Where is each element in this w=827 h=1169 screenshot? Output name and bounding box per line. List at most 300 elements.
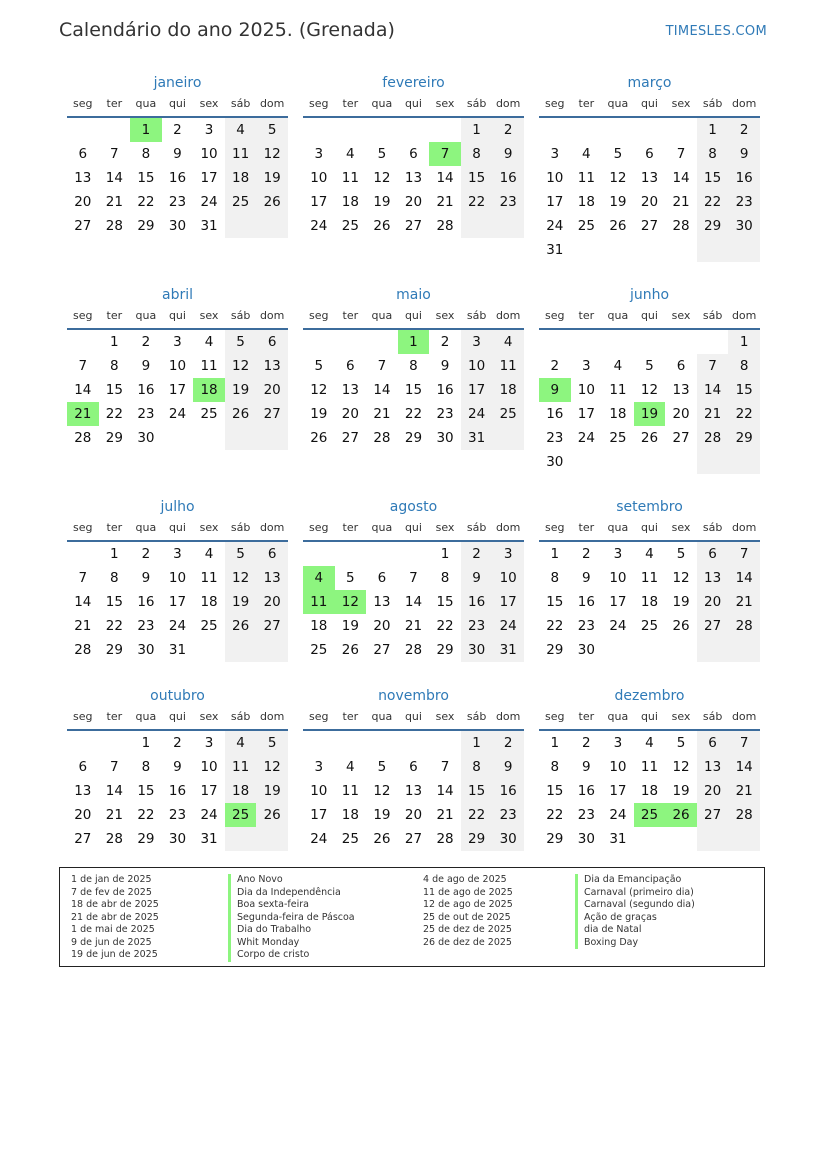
day-cell: 13 <box>341 382 359 398</box>
day-cell: 16 <box>492 779 524 803</box>
day-cell: 28 <box>697 426 729 450</box>
day-cell: 10 <box>461 354 493 378</box>
day-cell: 12 <box>256 142 288 166</box>
day-cell: 16 <box>461 590 493 614</box>
day-cell: 29 <box>697 214 729 238</box>
day-cell: 13 <box>404 783 423 799</box>
week-row <box>67 755 288 779</box>
day-cell: 9 <box>582 570 591 586</box>
day-cell: 1 <box>440 546 450 562</box>
weekday-label: ter <box>578 710 595 723</box>
week-row <box>303 118 524 142</box>
holiday-day-cell: 4 <box>303 566 335 590</box>
day-cell: 11 <box>341 783 359 799</box>
month-março <box>539 72 760 262</box>
day-cell: 29 <box>461 827 493 851</box>
day-cell: 29 <box>105 430 123 446</box>
day-cell: 9 <box>582 759 591 775</box>
week-row <box>539 214 760 238</box>
empty-day-cell <box>602 118 634 142</box>
day-cell: 24 <box>609 807 627 823</box>
day-cell: 25 <box>225 190 257 214</box>
empty-day-cell <box>602 638 634 662</box>
day-cell: 9 <box>141 570 151 586</box>
day-cell: 20 <box>373 618 391 634</box>
day-cell: 30 <box>492 827 524 851</box>
day-cell: 26 <box>373 831 391 847</box>
day-cell: 29 <box>728 426 760 450</box>
empty-day-cell <box>492 426 524 450</box>
day-cell: 13 <box>256 566 288 590</box>
day-cell: 20 <box>672 406 690 422</box>
day-cell: 28 <box>728 803 760 827</box>
holiday-day-cell: 1 <box>130 118 162 142</box>
holiday-legend <box>59 867 765 967</box>
day-cell: 20 <box>256 590 288 614</box>
day-cell: 12 <box>672 759 690 775</box>
weekday-label: ter <box>106 309 123 322</box>
weekday-label: sáb <box>230 309 251 322</box>
empty-day-cell <box>67 542 99 566</box>
weekday-label: qua <box>607 97 629 110</box>
empty-day-cell <box>539 118 571 142</box>
day-cell: 28 <box>436 831 454 847</box>
weekday-label: sáb <box>702 97 723 110</box>
day-cell: 6 <box>645 146 654 162</box>
empty-day-cell <box>634 827 666 851</box>
weekday-label: sex <box>435 97 455 110</box>
legend-holiday-name: Ação de graças <box>575 912 695 925</box>
day-cell: 4 <box>346 146 355 162</box>
day-cell: 8 <box>141 759 151 775</box>
day-cell: 16 <box>728 166 760 190</box>
weekday-label: qua <box>371 309 393 322</box>
day-cell: 10 <box>310 170 328 186</box>
day-cell: 13 <box>697 755 729 779</box>
weekday-header <box>303 306 524 330</box>
day-cell: 24 <box>200 807 218 823</box>
day-cell: 10 <box>546 170 564 186</box>
month-name: setembro <box>616 499 683 515</box>
day-cell: 2 <box>492 118 524 142</box>
day-cell: 4 <box>204 334 214 350</box>
day-cell: 3 <box>613 546 623 562</box>
day-cell: 5 <box>676 546 686 562</box>
weekday-label: qua <box>371 521 393 534</box>
week-row <box>67 731 288 755</box>
weekday-label: ter <box>106 97 123 110</box>
week-row <box>539 142 760 166</box>
legend-holiday-name: Corpo de cristo <box>228 949 355 962</box>
day-cell: 29 <box>546 642 564 658</box>
empty-day-cell <box>99 731 131 755</box>
day-cell: 7 <box>728 542 760 566</box>
holiday-day-cell: 12 <box>335 590 367 614</box>
weekday-label: qua <box>135 710 157 723</box>
day-cell: 21 <box>436 194 454 210</box>
day-cell: 6 <box>377 570 387 586</box>
day-cell: 27 <box>404 831 423 847</box>
day-cell: 19 <box>310 406 328 422</box>
legend-holiday-name: Carnaval (segundo dia) <box>575 899 695 912</box>
week-row <box>303 166 524 190</box>
week-row <box>67 803 288 827</box>
month-name: junho <box>629 287 670 303</box>
legend-holiday-name: dia de Natal <box>575 924 695 937</box>
weekday-label: sex <box>435 309 455 322</box>
week-row <box>539 827 760 851</box>
week-row <box>67 166 288 190</box>
day-cell: 28 <box>672 218 690 234</box>
weekday-label: dom <box>259 710 285 723</box>
empty-day-cell <box>67 118 99 142</box>
day-cell: 22 <box>728 402 760 426</box>
week-row <box>303 590 524 614</box>
day-cell: 25 <box>577 218 595 234</box>
week-row <box>303 614 524 638</box>
day-cell: 22 <box>546 618 564 634</box>
day-cell: 1 <box>697 118 729 142</box>
day-cell: 18 <box>200 594 218 610</box>
day-cell: 30 <box>436 430 454 446</box>
weekday-label: sex <box>435 521 455 534</box>
day-cell: 6 <box>697 542 729 566</box>
day-cell: 24 <box>310 831 328 847</box>
day-cell: 9 <box>173 146 182 162</box>
day-cell: 27 <box>373 642 391 658</box>
holiday-day-cell: 18 <box>193 378 225 402</box>
weekday-label: qua <box>607 521 629 534</box>
empty-day-cell <box>225 638 257 662</box>
day-cell: 11 <box>492 354 524 378</box>
holiday-day-cell: 7 <box>429 142 461 166</box>
month-name: agosto <box>389 499 438 515</box>
day-cell: 12 <box>373 170 391 186</box>
day-cell: 1 <box>550 735 560 751</box>
day-cell: 22 <box>105 406 123 422</box>
empty-day-cell <box>697 638 729 662</box>
day-cell: 21 <box>404 618 423 634</box>
weekday-label: ter <box>106 710 123 723</box>
day-cell: 29 <box>404 430 423 446</box>
day-cell: 28 <box>728 614 760 638</box>
empty-day-cell <box>366 330 398 354</box>
day-cell: 11 <box>640 759 659 775</box>
day-cell: 19 <box>373 807 391 823</box>
day-cell: 3 <box>492 542 524 566</box>
weekday-label: sáb <box>230 710 251 723</box>
weekday-label: sáb <box>466 710 487 723</box>
week-row <box>67 590 288 614</box>
empty-day-cell <box>571 450 603 474</box>
day-cell: 15 <box>697 166 729 190</box>
empty-day-cell <box>303 330 335 354</box>
day-cell: 8 <box>728 354 760 378</box>
day-cell: 4 <box>204 546 214 562</box>
day-cell: 24 <box>492 614 524 638</box>
day-cell: 27 <box>256 402 288 426</box>
weekday-label: seg <box>309 97 329 110</box>
day-cell: 26 <box>672 618 690 634</box>
day-cell: 7 <box>78 570 88 586</box>
day-cell: 21 <box>728 779 760 803</box>
weekday-label: qui <box>168 521 186 534</box>
day-cell: 14 <box>672 170 690 186</box>
day-cell: 18 <box>341 807 359 823</box>
legend-date: 12 de ago de 2025 <box>423 899 513 910</box>
day-cell: 2 <box>440 334 450 350</box>
day-cell: 10 <box>168 570 187 586</box>
day-cell: 5 <box>225 542 257 566</box>
day-cell: 17 <box>310 194 328 210</box>
day-cell: 22 <box>461 190 493 214</box>
day-cell: 12 <box>672 570 690 586</box>
day-cell: 16 <box>577 594 595 610</box>
day-cell: 11 <box>225 142 257 166</box>
weekday-label: dom <box>731 97 757 110</box>
day-cell: 5 <box>256 118 288 142</box>
day-cell: 31 <box>609 831 627 847</box>
day-cell: 5 <box>225 330 257 354</box>
day-cell: 21 <box>672 194 690 210</box>
week-row <box>67 426 288 450</box>
day-cell: 27 <box>697 614 729 638</box>
day-cell: 6 <box>409 759 418 775</box>
weekday-label: qua <box>135 521 157 534</box>
empty-day-cell <box>303 542 335 566</box>
weekday-label: ter <box>342 97 359 110</box>
day-cell: 8 <box>110 358 119 374</box>
holiday-day-cell: 25 <box>225 803 257 827</box>
day-cell: 26 <box>373 218 391 234</box>
day-cell: 31 <box>461 426 493 450</box>
empty-day-cell <box>67 330 99 354</box>
day-cell: 3 <box>204 735 214 751</box>
brand-link[interactable]: TIMESLES.COM <box>665 24 767 39</box>
weekday-label: dom <box>495 521 521 534</box>
week-row <box>303 330 524 354</box>
legend-date: 25 de out de 2025 <box>423 911 511 923</box>
legend-holiday-name: Dia do Trabalho <box>228 924 355 937</box>
day-cell: 23 <box>461 614 493 638</box>
week-row <box>539 330 760 354</box>
day-cell: 7 <box>697 354 729 378</box>
holiday-day-cell: 25 <box>634 803 666 827</box>
empty-day-cell <box>429 731 461 755</box>
day-cell: 29 <box>546 831 564 847</box>
weekday-label: qui <box>404 309 422 322</box>
day-cell: 3 <box>173 334 182 350</box>
month-janeiro <box>67 72 288 238</box>
empty-day-cell <box>303 118 335 142</box>
day-cell: 27 <box>74 831 92 847</box>
day-cell: 4 <box>225 731 257 755</box>
weekday-label: dom <box>495 97 521 110</box>
day-cell: 7 <box>728 731 760 755</box>
weekday-label: seg <box>545 97 565 110</box>
day-cell: 17 <box>609 594 627 610</box>
holiday-day-cell: 21 <box>67 402 99 426</box>
weekday-label: qui <box>640 710 658 723</box>
day-cell: 25 <box>341 831 359 847</box>
day-cell: 18 <box>640 594 659 610</box>
day-cell: 10 <box>609 759 627 775</box>
day-cell: 25 <box>492 402 524 426</box>
day-cell: 7 <box>440 759 450 775</box>
weekday-label: qui <box>404 710 422 723</box>
day-cell: 27 <box>74 218 92 234</box>
weekday-label: sáb <box>466 309 487 322</box>
day-cell: 26 <box>609 218 627 234</box>
day-cell: 25 <box>200 406 218 422</box>
week-row <box>539 354 760 378</box>
weekday-header <box>539 707 760 731</box>
day-cell: 5 <box>676 735 686 751</box>
day-cell: 12 <box>609 170 627 186</box>
month-name: novembro <box>378 688 449 704</box>
weekday-label: sex <box>671 309 691 322</box>
day-cell: 14 <box>728 755 760 779</box>
day-cell: 20 <box>640 194 659 210</box>
day-cell: 8 <box>110 570 119 586</box>
day-cell: 22 <box>137 807 155 823</box>
weekday-label: qui <box>404 521 422 534</box>
day-cell: 14 <box>728 566 760 590</box>
day-cell: 23 <box>137 618 155 634</box>
weekday-label: qua <box>371 710 393 723</box>
day-cell: 8 <box>409 358 418 374</box>
weekday-label: seg <box>309 710 329 723</box>
empty-day-cell <box>571 330 603 354</box>
month-outubro <box>67 685 288 851</box>
legend-date: 4 de ago de 2025 <box>423 874 507 885</box>
day-cell: 20 <box>341 406 359 422</box>
day-cell: 13 <box>373 594 391 610</box>
day-cell: 1 <box>461 731 493 755</box>
day-cell: 27 <box>640 218 659 234</box>
day-cell: 2 <box>582 546 591 562</box>
day-cell: 18 <box>609 406 627 422</box>
day-cell: 2 <box>492 731 524 755</box>
day-cell: 11 <box>577 170 595 186</box>
day-cell: 30 <box>168 831 187 847</box>
holiday-day-cell: 26 <box>665 803 697 827</box>
day-cell: 28 <box>105 831 123 847</box>
day-cell: 2 <box>141 546 151 562</box>
day-cell: 23 <box>492 190 524 214</box>
week-row <box>303 755 524 779</box>
day-cell: 19 <box>373 194 391 210</box>
day-cell: 24 <box>310 218 328 234</box>
month-name: março <box>627 75 672 91</box>
day-cell: 14 <box>74 594 92 610</box>
day-cell: 24 <box>168 406 187 422</box>
empty-day-cell <box>461 214 493 238</box>
day-cell: 3 <box>550 146 560 162</box>
day-cell: 11 <box>609 382 627 398</box>
week-row <box>67 354 288 378</box>
week-row <box>539 566 760 590</box>
day-cell: 31 <box>200 218 218 234</box>
day-cell: 20 <box>256 378 288 402</box>
day-cell: 5 <box>256 731 288 755</box>
day-cell: 25 <box>341 218 359 234</box>
empty-day-cell <box>571 118 603 142</box>
weekday-label: seg <box>309 309 329 322</box>
empty-day-cell <box>602 238 634 262</box>
empty-day-cell <box>665 118 697 142</box>
day-cell: 21 <box>105 807 123 823</box>
day-cell: 24 <box>577 430 595 446</box>
month-dezembro <box>539 685 760 851</box>
day-cell: 1 <box>110 334 119 350</box>
day-cell: 31 <box>492 638 524 662</box>
week-row <box>67 118 288 142</box>
empty-day-cell <box>697 450 729 474</box>
day-cell: 3 <box>204 122 214 138</box>
day-cell: 27 <box>341 430 359 446</box>
empty-day-cell <box>256 638 288 662</box>
week-row <box>67 214 288 238</box>
day-cell: 18 <box>492 378 524 402</box>
day-cell: 22 <box>404 406 423 422</box>
day-cell: 30 <box>577 642 595 658</box>
day-cell: 13 <box>256 354 288 378</box>
day-cell: 14 <box>436 170 454 186</box>
empty-day-cell <box>303 731 335 755</box>
day-cell: 1 <box>110 546 119 562</box>
weekday-header <box>67 306 288 330</box>
empty-day-cell <box>193 426 225 450</box>
legend-names-left <box>228 874 355 962</box>
legend-holiday-name: Boa sexta-feira <box>228 899 355 912</box>
week-row <box>67 142 288 166</box>
empty-day-cell <box>193 638 225 662</box>
weekday-label: ter <box>578 97 595 110</box>
day-cell: 24 <box>200 194 218 210</box>
day-cell: 4 <box>346 759 355 775</box>
week-row <box>539 378 760 402</box>
weekday-label: dom <box>495 309 521 322</box>
empty-day-cell <box>665 330 697 354</box>
empty-day-cell <box>366 542 398 566</box>
day-cell: 30 <box>728 214 760 238</box>
empty-day-cell <box>225 827 257 851</box>
day-cell: 22 <box>697 190 729 214</box>
weekday-header <box>303 518 524 542</box>
day-cell: 3 <box>613 735 623 751</box>
day-cell: 30 <box>137 642 155 658</box>
weekday-label: sex <box>671 710 691 723</box>
weekday-label: sáb <box>466 97 487 110</box>
day-cell: 3 <box>582 358 591 374</box>
day-cell: 8 <box>550 759 560 775</box>
week-row <box>67 190 288 214</box>
day-cell: 20 <box>404 194 423 210</box>
week-row <box>67 827 288 851</box>
day-cell: 6 <box>697 731 729 755</box>
weekday-label: qua <box>607 710 629 723</box>
day-cell: 14 <box>105 783 123 799</box>
day-cell: 15 <box>461 166 493 190</box>
day-cell: 15 <box>105 594 123 610</box>
legend-date: 9 de jun de 2025 <box>71 936 152 948</box>
day-cell: 28 <box>105 218 123 234</box>
weekday-label: sex <box>199 521 219 534</box>
week-row <box>539 426 760 450</box>
day-cell: 10 <box>492 566 524 590</box>
month-maio <box>303 284 524 450</box>
